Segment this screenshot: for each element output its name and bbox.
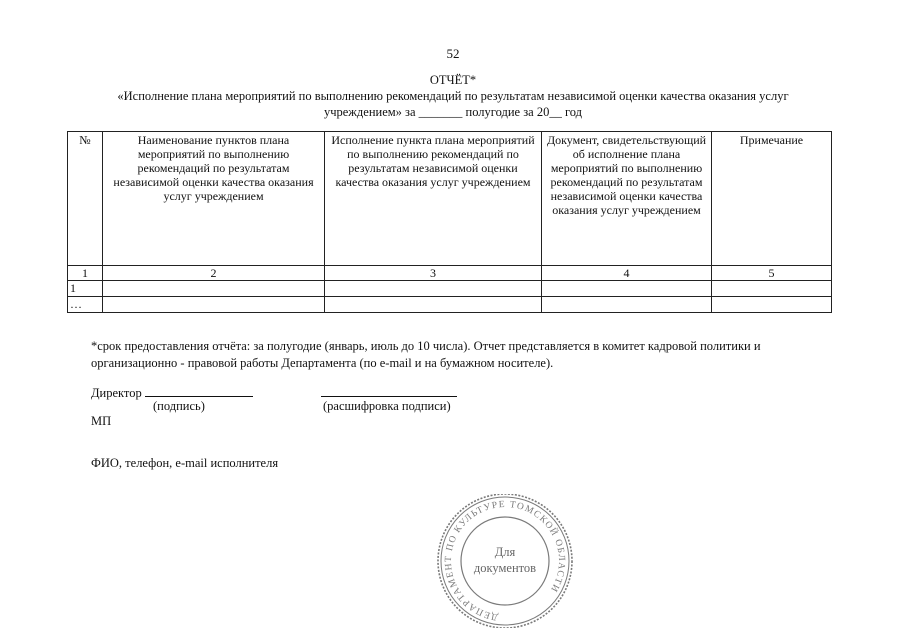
table-row — [68, 281, 832, 297]
report-subtitle-line-2: учреждением» за _______ полугодие за 20__ год — [323, 105, 583, 119]
header-plan-items: Наименование пунктов плана мероприятий по выполнению рекомендаций по результатам независимой оценки качества оказания услуг учреждением — [103, 132, 325, 266]
table-cell — [103, 281, 325, 297]
decode-caption: (расшифровка подписи) — [323, 399, 451, 413]
header-note: Примечание — [712, 132, 832, 266]
footnote-line-1: *срок предоставления отчёта: за полугодие (январь, июль до 10 числа). Отчет представляется в комитет кадровой политики и — [91, 339, 761, 353]
stamp-center-line-2: документов — [473, 561, 537, 575]
stamp-ring-text: ДЕПАРТАМЕНТ ПО КУЛЬТУРЕ ТОМСКОЙ ОБЛАСТИ — [443, 499, 567, 622]
department-stamp — [430, 494, 580, 628]
footnote-line-2: организационно - правовой работы Департамента (по e-mail и на бумажном носителе). — [91, 356, 554, 370]
director-label: Директор — [91, 386, 142, 400]
executor-label: ФИО, телефон, e-mail исполнителя — [91, 456, 279, 470]
column-number: 5 — [712, 266, 832, 281]
table-header-row — [68, 132, 832, 266]
sign-caption: (подпись) — [153, 399, 205, 413]
report-title-block — [100, 72, 806, 120]
decode-blank — [321, 384, 457, 397]
footnote — [91, 338, 811, 372]
header-document: Документ, свидетельствующий об исполнение плана мероприятий по выполнению рекомендаций по результатам независимой оценки качества оказания услуг учреждением — [542, 132, 712, 266]
column-number: 3 — [325, 266, 542, 281]
table-cell — [325, 297, 542, 313]
signature-blank — [145, 384, 253, 397]
table-cell — [542, 281, 712, 297]
table-cell — [712, 297, 832, 313]
stamp-icon — [430, 494, 580, 628]
report-subtitle-line-1: «Исполнение плана мероприятий по выполнению рекомендаций по результатам независимой оценки качества оказания услуг — [117, 89, 789, 103]
column-number: 1 — [68, 266, 103, 281]
report-table — [67, 131, 832, 313]
report-title: ОТЧЁТ* — [429, 73, 477, 87]
seal-label: МП — [91, 414, 112, 428]
header-number: № — [68, 132, 103, 266]
table-cell: 1 — [68, 281, 103, 297]
table-cell — [542, 297, 712, 313]
table-cell — [103, 297, 325, 313]
column-number-row — [68, 266, 832, 281]
page-number: 52 — [446, 46, 460, 61]
stamp-center-line-1: Для — [494, 545, 516, 559]
table-cell — [712, 281, 832, 297]
column-number: 4 — [542, 266, 712, 281]
table-cell — [325, 281, 542, 297]
table-cell: … — [68, 297, 103, 313]
column-number: 2 — [103, 266, 325, 281]
table-row — [68, 297, 832, 313]
header-execution: Исполнение пункта плана мероприятий по выполнению рекомендаций по результатам независимой оценки качества оказания услуг учреждением — [325, 132, 542, 266]
